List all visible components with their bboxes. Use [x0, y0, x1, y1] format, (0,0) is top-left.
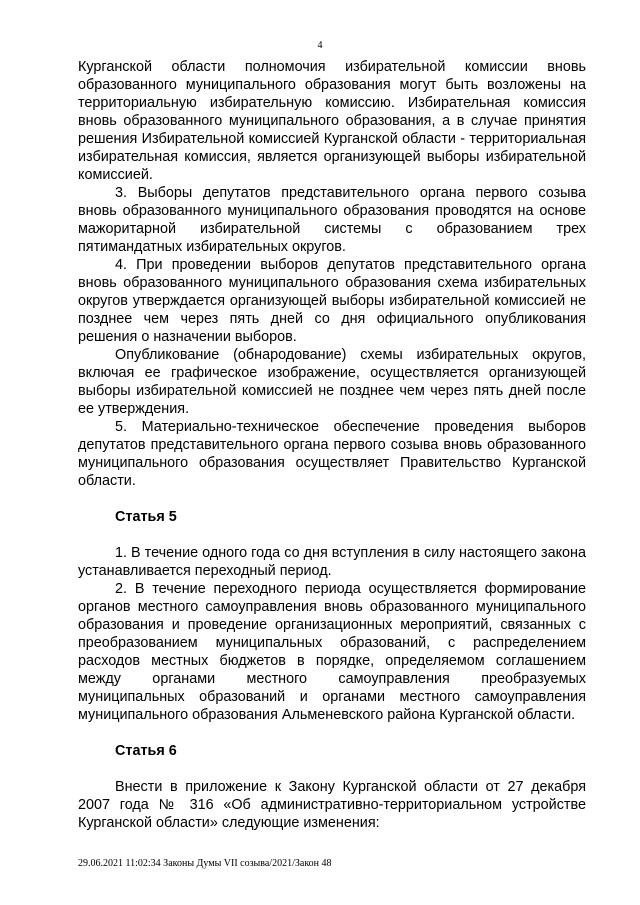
article-5-paragraph-1: 1. В течение одного года со дня вступления в силу настоящего закона устанавливается переходный период. — [78, 545, 586, 579]
article-5-heading: Статья 5 — [115, 509, 177, 525]
paragraph-continuation: Курганской области полномочия избирательной комиссии вновь образованного муниципального образования могут быть возложены на территориальную избирательную комиссию. Избирательная комиссия вновь образованного муниципального образования, а в случае принятия решения Избирательной комиссией Курганской области - территориальная избирательная комиссия, является организующей выборы избирательной комиссией. — [78, 59, 586, 183]
article-5-paragraph-2: 2. В течение переходного периода осуществляется формирование органов местного самоуправления вновь образованного муниципального образования и проведение организационных мероприятий, связанных с преобразованием муниципальных образований, с распределением расходов местных бюджетов в порядке, определяемом соглашением между органами местного самоуправления преобразуемых муниципальных образований и органами местного самоуправления муниципального образования Альменевского района Курганской области. — [78, 581, 586, 723]
page-number: 4 — [317, 40, 323, 51]
paragraph-publication: Опубликование (обнародование) схемы избирательных округов, включая ее графическое изображение, осуществляется организующей выборы избирательной комиссией не позднее чем через пять дней после ее утверждения. — [78, 347, 586, 417]
article-6-paragraph-1: Внести в приложение к Закону Курганской области от 27 декабря 2007 года № 316 «Об административно-территориальном устройстве Курганской области» следующие изменения: — [78, 779, 586, 831]
paragraph-item-3: 3. Выборы депутатов представительного органа первого созыва вновь образованного муниципального образования проводятся на основе мажоритарной избирательной системы с образованием трех пятимандатных избирательных округов. — [78, 185, 586, 255]
paragraph-item-4: 4. При проведении выборов депутатов представительного органа вновь образованного муниципального образования схема избирательных округов утверждается организующей выборы избирательной комиссией не позднее чем через пять дней со дня официального опубликования решения о назначении выборов. — [78, 257, 586, 345]
article-6-heading: Статья 6 — [115, 743, 177, 759]
footer-stamp: 29.06.2021 11:02:34 Законы Думы VII созыва/2021/Закон 48 — [78, 858, 332, 869]
document-body — [78, 58, 586, 832]
paragraph-item-5: 5. Материально-техническое обеспечение проведения выборов депутатов представительного органа первого созыва вновь образованного муниципального образования осуществляет Правительство Курганской области. — [78, 419, 586, 489]
